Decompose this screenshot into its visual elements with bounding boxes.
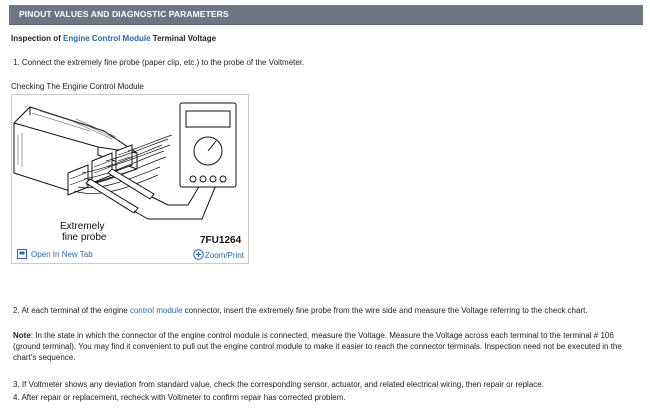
zoom-print-link[interactable]	[193, 249, 244, 260]
heading-suffix: Terminal Voltage	[150, 34, 217, 43]
section-header	[9, 5, 643, 25]
note-paragraph	[13, 330, 643, 363]
figure-panel	[11, 94, 249, 264]
figure-caption: Checking The Engine Control Module	[11, 82, 144, 91]
note-label: Note	[13, 331, 31, 340]
heading-prefix: Inspection of	[11, 34, 63, 43]
step-2-prefix: 2. At each terminal of the engine	[13, 306, 130, 315]
control-module-link[interactable]: control module	[129, 306, 183, 315]
open-in-new-tab-link[interactable]	[17, 249, 93, 259]
step-2	[13, 305, 588, 316]
probe-label-line1: Extremely	[60, 221, 105, 232]
step-1: 1. Connect the extremely fine probe (paper clip, etc.) to the probe of the Voltmeter.	[13, 58, 305, 67]
ecm-voltmeter-illustration[interactable]	[12, 95, 248, 245]
step-2-suffix: connector, insert the extremely fine probe from the wire side and measure the Voltage referring to the check chart.	[182, 306, 588, 315]
open-new-tab-icon	[17, 249, 27, 259]
figure-id: 7FU1264	[200, 235, 242, 245]
open-in-new-tab-label: Open In New Tab	[31, 250, 93, 259]
note-text: : In the state in which the connector of the engine control module is connected, measure the Voltage. Measure the Voltage across each terminal to the terminal # 106 (ground terminal). You may find it convenient to pull out the engine control module to make it easier to reach the connector terminals. Inspection need not be executed in the chart's sequence.	[13, 331, 622, 362]
step-3: 3. If Voltmeter shows any deviation from standard value, check the corresponding sensor, actuator, and related electrical wiring, then repair or replace.	[13, 380, 544, 389]
step-4: 4. After repair or replacement, recheck with Voltmeter to confirm repair has corrected problem.	[13, 393, 346, 402]
inspection-heading	[11, 33, 216, 44]
probe-label-line2: fine probe	[62, 232, 107, 243]
section-title: PINOUT VALUES AND DIAGNOSTIC PARAMETERS	[19, 9, 229, 19]
zoom-plus-icon	[193, 249, 204, 260]
engine-control-module-link[interactable]: Engine Control Module	[63, 34, 151, 43]
figure-footer	[12, 245, 248, 263]
zoom-print-label: Zoom/Print	[204, 251, 244, 260]
